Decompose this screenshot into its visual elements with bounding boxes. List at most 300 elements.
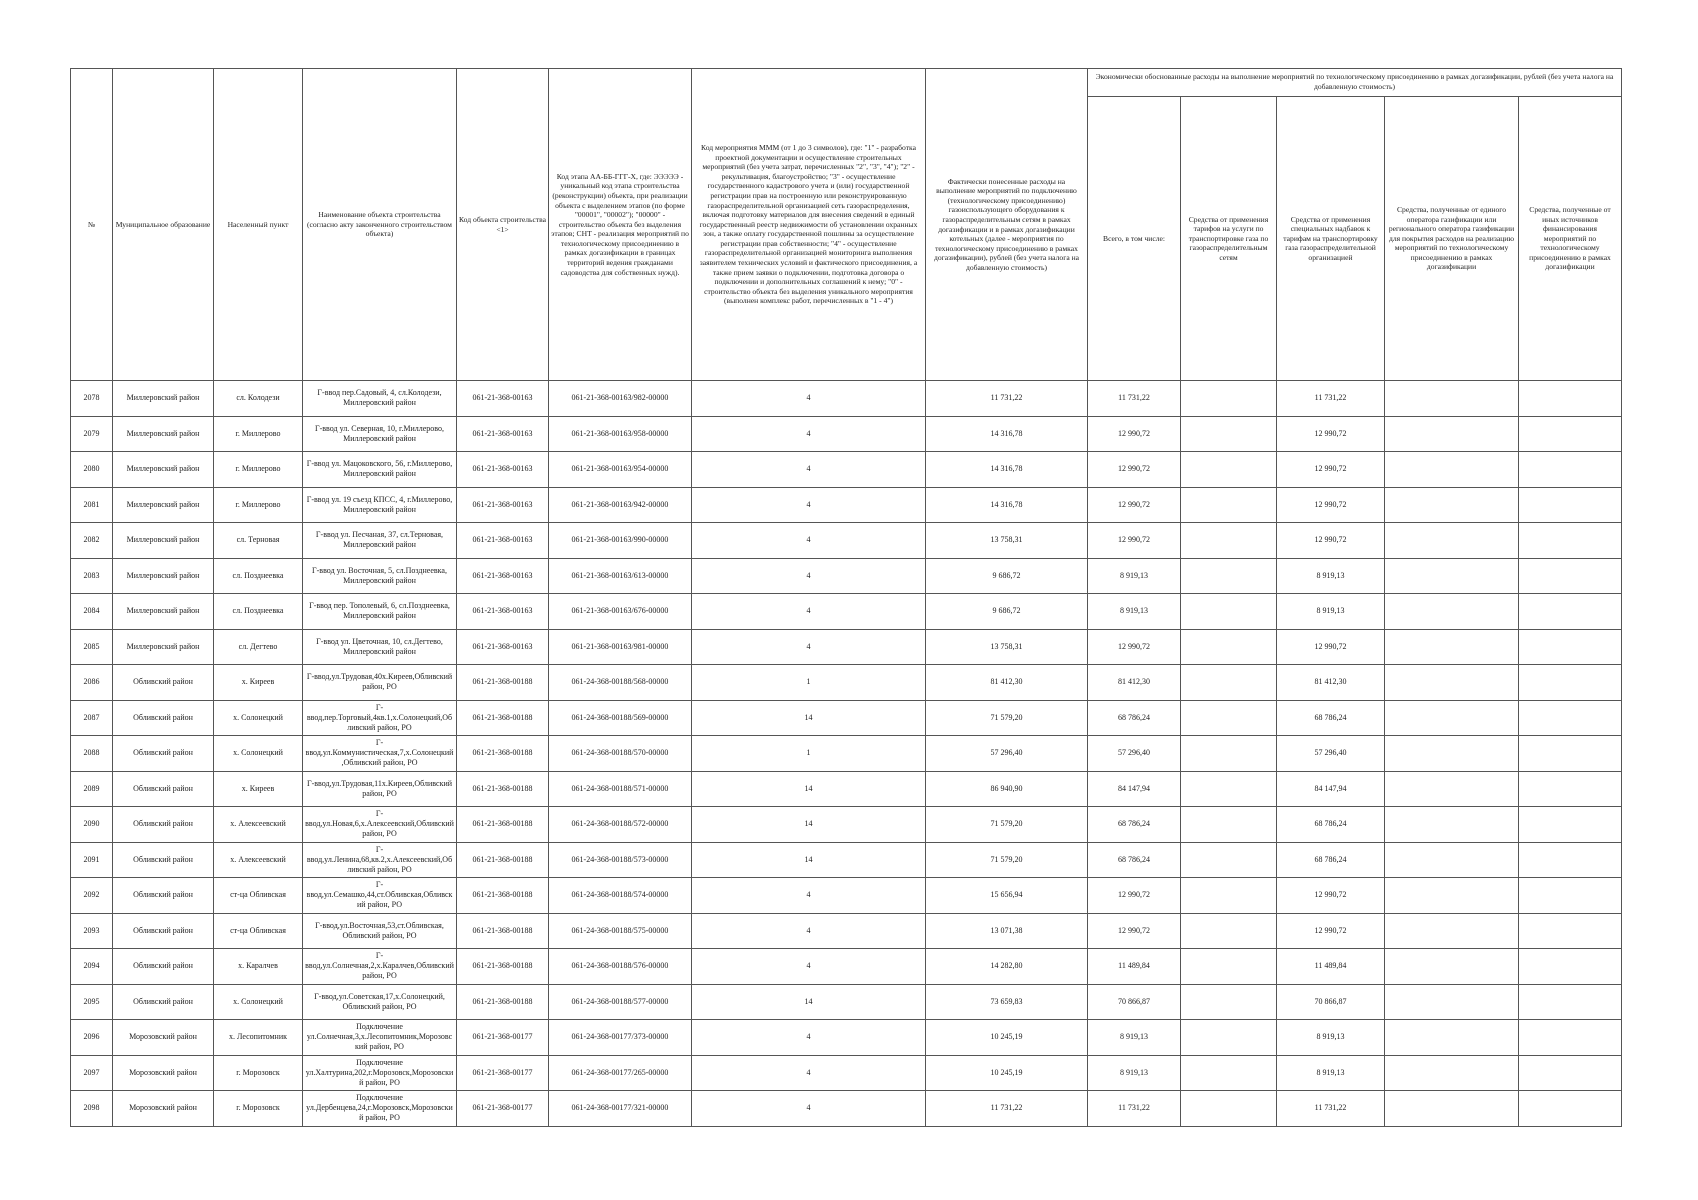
header-operator-funds: Средства, полученные от единого оператора газификации или регионального оператора газификации для покрытия расходов на реализацию мероприятий по технологическому присоединению в рамках догазификации xyxy=(1385,97,1519,381)
row-object-name-cell: Г-ввод,ул.Ленина,68,кв.2,х.Алексеевский,Обливский район, РО xyxy=(303,842,457,878)
row-actual-costs-cell: 10 245,19 xyxy=(926,1055,1088,1091)
row-object-name-cell: Подключение ул.Дербенцева,24,г.Морозовск,Морозовский район, РО xyxy=(303,1091,457,1127)
row-total-cell: 68 786,24 xyxy=(1088,842,1181,878)
row-locality-cell: сл. Терновая xyxy=(214,523,303,559)
row-object-name-cell: Г-ввод ул. Мацоковского, 56, г.Миллерово, Миллеровский район xyxy=(303,452,457,488)
row-special-surcharge-cell: 8 919,13 xyxy=(1277,558,1385,594)
row-num-cell: 2094 xyxy=(71,949,113,985)
row-actual-costs-cell: 9 686,72 xyxy=(926,594,1088,630)
row-object-name-cell: Г-ввод ул. Песчаная, 37, сл.Терновая, Миллеровский район xyxy=(303,523,457,559)
row-actual-costs-cell: 13 758,31 xyxy=(926,629,1088,665)
row-operator-funds-cell xyxy=(1385,700,1519,736)
row-operator-funds-cell xyxy=(1385,523,1519,559)
row-tariff-cell xyxy=(1181,416,1277,452)
row-operator-funds-cell xyxy=(1385,913,1519,949)
header-actual-costs: Фактически понесенные расходы на выполнение мероприятий по подключению (технологическому присоединению) газоиспользующего оборудования к газораспределительным сетям в рамках догазификации и в рамках догазификации котельных (далее - мероприятия по технологическому присоединению в рамках догазификации), рублей (без учета налога на добавленную стоимость) xyxy=(926,69,1088,381)
row-stage-code-cell: 061-24-368-00188/570-00000 xyxy=(549,736,692,772)
row-event-code-cell: 4 xyxy=(692,913,926,949)
row-object-name-cell: Г-ввод ул. Северная, 10, г.Миллерово, Миллеровский район xyxy=(303,416,457,452)
row-other-sources-cell xyxy=(1519,1020,1622,1056)
row-actual-costs-cell: 14 282,80 xyxy=(926,949,1088,985)
row-total-cell: 11 731,22 xyxy=(1088,381,1181,417)
table-row xyxy=(71,842,1622,878)
row-event-code-cell: 14 xyxy=(692,700,926,736)
row-stage-code-cell: 061-21-368-00163/676-00000 xyxy=(549,594,692,630)
row-object-name-cell: Г-ввод ул. 19 съезд КПСС, 4, г.Миллерово, Миллеровский район xyxy=(303,487,457,523)
row-municipality-cell: Обливский район xyxy=(113,700,214,736)
row-other-sources-cell xyxy=(1519,523,1622,559)
row-tariff-cell xyxy=(1181,842,1277,878)
table-row xyxy=(71,736,1622,772)
row-locality-cell: х. Солонецкий xyxy=(214,700,303,736)
row-total-cell: 12 990,72 xyxy=(1088,629,1181,665)
row-other-sources-cell xyxy=(1519,1055,1622,1091)
row-municipality-cell: Обливский район xyxy=(113,913,214,949)
row-operator-funds-cell xyxy=(1385,771,1519,807)
row-total-cell: 12 990,72 xyxy=(1088,878,1181,914)
row-locality-cell: х. Солонецкий xyxy=(214,984,303,1020)
row-actual-costs-cell: 14 316,78 xyxy=(926,452,1088,488)
table-row xyxy=(71,949,1622,985)
row-special-surcharge-cell: 12 990,72 xyxy=(1277,878,1385,914)
row-other-sources-cell xyxy=(1519,558,1622,594)
row-num-cell: 2091 xyxy=(71,842,113,878)
header-stage-code: Код этапа АА-ББ-ГГГ-Х, где: ЭЭЭЭЭ - уникальный код этапа строительства (реконструкции) объекта, при реализации объекта с выделением этапов (по форме "00001", "00002"); "00000" - строительство объекта без выделения этапов; СНТ - реализация мероприятий по технологическому присоединению в рамках догазификации в границах территорий ведения гражданами садоводства для собственных нужд). xyxy=(549,69,692,381)
table-row xyxy=(71,700,1622,736)
row-other-sources-cell xyxy=(1519,416,1622,452)
row-operator-funds-cell xyxy=(1385,594,1519,630)
row-tariff-cell xyxy=(1181,629,1277,665)
row-locality-cell: сл. Колодези xyxy=(214,381,303,417)
row-object-code-cell: 061-21-368-00188 xyxy=(457,771,549,807)
row-total-cell: 12 990,72 xyxy=(1088,452,1181,488)
row-operator-funds-cell xyxy=(1385,416,1519,452)
row-object-code-cell: 061-21-368-00188 xyxy=(457,736,549,772)
row-operator-funds-cell xyxy=(1385,1055,1519,1091)
row-object-name-cell: Подключение ул.Халтурина,202,г.Морозовск,Морозовский район, РО xyxy=(303,1055,457,1091)
row-special-surcharge-cell: 12 990,72 xyxy=(1277,416,1385,452)
row-municipality-cell: Миллеровский район xyxy=(113,381,214,417)
row-num-cell: 2080 xyxy=(71,452,113,488)
row-object-name-cell: Г-ввод,ул.Новая,6,х.Алексеевский,Обливский район, РО xyxy=(303,807,457,843)
row-stage-code-cell: 061-21-368-00163/958-00000 xyxy=(549,416,692,452)
row-actual-costs-cell: 15 656,94 xyxy=(926,878,1088,914)
row-event-code-cell: 4 xyxy=(692,523,926,559)
row-actual-costs-cell: 57 296,40 xyxy=(926,736,1088,772)
row-tariff-cell xyxy=(1181,984,1277,1020)
row-locality-cell: х. Солонецкий xyxy=(214,736,303,772)
row-object-code-cell: 061-21-368-00188 xyxy=(457,949,549,985)
row-other-sources-cell xyxy=(1519,736,1622,772)
row-locality-cell: г. Морозовск xyxy=(214,1055,303,1091)
row-actual-costs-cell: 71 579,20 xyxy=(926,700,1088,736)
row-municipality-cell: Обливский район xyxy=(113,665,214,701)
row-other-sources-cell xyxy=(1519,949,1622,985)
row-stage-code-cell: 061-21-368-00163/990-00000 xyxy=(549,523,692,559)
row-num-cell: 2078 xyxy=(71,381,113,417)
row-locality-cell: г. Миллерово xyxy=(214,487,303,523)
row-total-cell: 11 489,84 xyxy=(1088,949,1181,985)
row-total-cell: 12 990,72 xyxy=(1088,487,1181,523)
row-stage-code-cell: 061-24-368-00188/572-00000 xyxy=(549,807,692,843)
row-locality-cell: х. Лесопитомник xyxy=(214,1020,303,1056)
table-row xyxy=(71,558,1622,594)
row-municipality-cell: Миллеровский район xyxy=(113,487,214,523)
row-municipality-cell: Обливский район xyxy=(113,842,214,878)
row-num-cell: 2082 xyxy=(71,523,113,559)
row-operator-funds-cell xyxy=(1385,949,1519,985)
row-tariff-cell xyxy=(1181,1055,1277,1091)
row-special-surcharge-cell: 84 147,94 xyxy=(1277,771,1385,807)
row-total-cell: 57 296,40 xyxy=(1088,736,1181,772)
row-actual-costs-cell: 9 686,72 xyxy=(926,558,1088,594)
row-object-code-cell: 061-21-368-00163 xyxy=(457,629,549,665)
row-locality-cell: ст-ца Обливская xyxy=(214,878,303,914)
row-stage-code-cell: 061-24-368-00177/373-00000 xyxy=(549,1020,692,1056)
row-total-cell: 68 786,24 xyxy=(1088,807,1181,843)
table-row xyxy=(71,523,1622,559)
row-other-sources-cell xyxy=(1519,807,1622,843)
row-special-surcharge-cell: 8 919,13 xyxy=(1277,1020,1385,1056)
header-object-name: Наименование объекта строительства (согласно акту законченного строительством объекта) xyxy=(303,69,457,381)
table-row xyxy=(71,1020,1622,1056)
row-municipality-cell: Обливский район xyxy=(113,736,214,772)
row-event-code-cell: 4 xyxy=(692,416,926,452)
row-municipality-cell: Обливский район xyxy=(113,878,214,914)
row-locality-cell: х. Киреев xyxy=(214,665,303,701)
row-municipality-cell: Морозовский район xyxy=(113,1055,214,1091)
row-stage-code-cell: 061-24-368-00188/574-00000 xyxy=(549,878,692,914)
row-event-code-cell: 1 xyxy=(692,665,926,701)
row-special-surcharge-cell: 8 919,13 xyxy=(1277,594,1385,630)
row-object-code-cell: 061-21-368-00177 xyxy=(457,1055,549,1091)
row-stage-code-cell: 061-21-368-00163/954-00000 xyxy=(549,452,692,488)
row-actual-costs-cell: 81 412,30 xyxy=(926,665,1088,701)
table-row xyxy=(71,594,1622,630)
row-other-sources-cell xyxy=(1519,452,1622,488)
row-num-cell: 2088 xyxy=(71,736,113,772)
row-total-cell: 81 412,30 xyxy=(1088,665,1181,701)
row-object-code-cell: 061-21-368-00163 xyxy=(457,487,549,523)
row-tariff-cell xyxy=(1181,523,1277,559)
row-event-code-cell: 4 xyxy=(692,381,926,417)
row-object-name-cell: Г-ввод,ул.Семашко,44,ст.Обливская,Обливский район, РО xyxy=(303,878,457,914)
row-special-surcharge-cell: 12 990,72 xyxy=(1277,913,1385,949)
row-operator-funds-cell xyxy=(1385,984,1519,1020)
row-total-cell: 8 919,13 xyxy=(1088,594,1181,630)
row-special-surcharge-cell: 68 786,24 xyxy=(1277,807,1385,843)
row-stage-code-cell: 061-24-368-00188/576-00000 xyxy=(549,949,692,985)
row-special-surcharge-cell: 68 786,24 xyxy=(1277,842,1385,878)
row-num-cell: 2081 xyxy=(71,487,113,523)
row-event-code-cell: 14 xyxy=(692,984,926,1020)
row-actual-costs-cell: 10 245,19 xyxy=(926,1020,1088,1056)
row-object-name-cell: Г-ввод,ул.Коммунистическая,7,х.Солонецкий,Обливский район, РО xyxy=(303,736,457,772)
row-special-surcharge-cell: 12 990,72 xyxy=(1277,629,1385,665)
row-actual-costs-cell: 11 731,22 xyxy=(926,381,1088,417)
row-stage-code-cell: 061-24-368-00188/568-00000 xyxy=(549,665,692,701)
row-tariff-cell xyxy=(1181,558,1277,594)
row-municipality-cell: Обливский район xyxy=(113,771,214,807)
row-total-cell: 84 147,94 xyxy=(1088,771,1181,807)
row-tariff-cell xyxy=(1181,949,1277,985)
header-tariff-transport: Средства от применения тарифов на услуги по транспортировке газа по газораспределительным сетям xyxy=(1181,97,1277,381)
row-municipality-cell: Морозовский район xyxy=(113,1020,214,1056)
row-object-code-cell: 061-21-368-00188 xyxy=(457,842,549,878)
header-locality: Населенный пункт xyxy=(214,69,303,381)
row-num-cell: 2095 xyxy=(71,984,113,1020)
row-object-code-cell: 061-21-368-00177 xyxy=(457,1020,549,1056)
row-object-code-cell: 061-21-368-00163 xyxy=(457,452,549,488)
row-municipality-cell: Миллеровский район xyxy=(113,594,214,630)
row-num-cell: 2085 xyxy=(71,629,113,665)
row-special-surcharge-cell: 11 489,84 xyxy=(1277,949,1385,985)
row-object-name-cell: Г-ввод,ул.Восточная,53,ст.Обливская, Обливский район, РО xyxy=(303,913,457,949)
table-row xyxy=(71,416,1622,452)
row-actual-costs-cell: 86 940,90 xyxy=(926,771,1088,807)
row-other-sources-cell xyxy=(1519,984,1622,1020)
row-event-code-cell: 4 xyxy=(692,1091,926,1127)
row-other-sources-cell xyxy=(1519,771,1622,807)
row-stage-code-cell: 061-21-368-00163/981-00000 xyxy=(549,629,692,665)
row-object-name-cell: Г-ввод ул. Цветочная, 10, сл.Дегтево, Миллеровский район xyxy=(303,629,457,665)
row-operator-funds-cell xyxy=(1385,665,1519,701)
row-num-cell: 2097 xyxy=(71,1055,113,1091)
row-actual-costs-cell: 14 316,78 xyxy=(926,416,1088,452)
table-row xyxy=(71,878,1622,914)
table-row xyxy=(71,665,1622,701)
row-object-code-cell: 061-21-368-00163 xyxy=(457,416,549,452)
row-other-sources-cell xyxy=(1519,1091,1622,1127)
row-stage-code-cell: 061-21-368-00163/942-00000 xyxy=(549,487,692,523)
row-event-code-cell: 14 xyxy=(692,771,926,807)
table-row xyxy=(71,381,1622,417)
row-object-name-cell: Подключение ул.Солнечная,3,х.Лесопитомник,Морозовский район, РО xyxy=(303,1020,457,1056)
row-actual-costs-cell: 13 071,38 xyxy=(926,913,1088,949)
table-row xyxy=(71,487,1622,523)
row-tariff-cell xyxy=(1181,771,1277,807)
row-locality-cell: г. Миллерово xyxy=(214,416,303,452)
row-locality-cell: г. Морозовск xyxy=(214,1091,303,1127)
row-object-name-cell: Г-ввод ул. Восточная, 5, сл.Позднеевка, Миллеровский район xyxy=(303,558,457,594)
table-row xyxy=(71,807,1622,843)
row-special-surcharge-cell: 81 412,30 xyxy=(1277,665,1385,701)
row-actual-costs-cell: 71 579,20 xyxy=(926,807,1088,843)
header-event-code: Код мероприятия МММ (от 1 до 3 символов), где: "1" - разработка проектной документации и осуществление строительных мероприятий (без учета затрат, перечисленных "2", "3", "4"); "2" - рекультивация, благоустройство; "3" - осуществление государственного кадастрового учета и (или) государственной регистрации прав на построенную или реконструированную газораспределительной организацией сеть газораспределения, включая подготовку материалов для внесения сведений в единый государственный реестр недвижимости об установлении охранных зон, а также оплату государственной пошлины за осуществление регистрации прав собственности; "4" - осуществление газораспределительной организацией мониторинга выполнения заявителем технических условий и фактического присоединения, а также прием заявки о подключении, подготовка договора о подключении и дополнительных соглашений к нему; "0" - строительство объекта без выделения уникального мероприятия (выполнен комплекс работ, перечисленных в "1 - 4") xyxy=(692,69,926,381)
row-tariff-cell xyxy=(1181,1091,1277,1127)
row-tariff-cell xyxy=(1181,878,1277,914)
table-row xyxy=(71,629,1622,665)
row-operator-funds-cell xyxy=(1385,629,1519,665)
header-econ-group: Экономически обоснованные расходы на выполнение мероприятий по технологическому присоединению в рамках догазификации, рублей (без учета налога на добавленную стоимость) xyxy=(1088,69,1622,97)
row-municipality-cell: Миллеровский район xyxy=(113,629,214,665)
row-special-surcharge-cell: 12 990,72 xyxy=(1277,523,1385,559)
table-row xyxy=(71,771,1622,807)
row-event-code-cell: 4 xyxy=(692,949,926,985)
row-stage-code-cell: 061-21-368-00163/982-00000 xyxy=(549,381,692,417)
row-operator-funds-cell xyxy=(1385,1020,1519,1056)
row-event-code-cell: 4 xyxy=(692,594,926,630)
row-total-cell: 11 731,22 xyxy=(1088,1091,1181,1127)
row-event-code-cell: 4 xyxy=(692,558,926,594)
row-object-code-cell: 061-21-368-00188 xyxy=(457,913,549,949)
row-tariff-cell xyxy=(1181,381,1277,417)
row-total-cell: 70 866,87 xyxy=(1088,984,1181,1020)
row-special-surcharge-cell: 68 786,24 xyxy=(1277,700,1385,736)
row-event-code-cell: 4 xyxy=(692,452,926,488)
row-other-sources-cell xyxy=(1519,665,1622,701)
row-municipality-cell: Обливский район xyxy=(113,984,214,1020)
row-stage-code-cell: 061-24-368-00177/265-00000 xyxy=(549,1055,692,1091)
row-event-code-cell: 4 xyxy=(692,487,926,523)
row-special-surcharge-cell: 11 731,22 xyxy=(1277,381,1385,417)
row-operator-funds-cell xyxy=(1385,452,1519,488)
row-stage-code-cell: 061-24-368-00188/573-00000 xyxy=(549,842,692,878)
header-total: Всего, в том числе: xyxy=(1088,97,1181,381)
row-num-cell: 2093 xyxy=(71,913,113,949)
row-stage-code-cell: 061-24-368-00188/569-00000 xyxy=(549,700,692,736)
row-other-sources-cell xyxy=(1519,487,1622,523)
row-tariff-cell xyxy=(1181,807,1277,843)
row-event-code-cell: 4 xyxy=(692,1055,926,1091)
row-num-cell: 2092 xyxy=(71,878,113,914)
row-object-code-cell: 061-21-368-00163 xyxy=(457,381,549,417)
row-actual-costs-cell: 14 316,78 xyxy=(926,487,1088,523)
row-operator-funds-cell xyxy=(1385,487,1519,523)
header-object-code: Код объекта строительства <1> xyxy=(457,69,549,381)
row-total-cell: 68 786,24 xyxy=(1088,700,1181,736)
table-row xyxy=(71,1091,1622,1127)
row-other-sources-cell xyxy=(1519,913,1622,949)
row-object-code-cell: 061-21-368-00163 xyxy=(457,523,549,559)
row-other-sources-cell xyxy=(1519,700,1622,736)
row-object-code-cell: 061-21-368-00188 xyxy=(457,665,549,701)
row-stage-code-cell: 061-24-368-00188/577-00000 xyxy=(549,984,692,1020)
row-object-name-cell: Г-ввод пер.Садовый, 4, сл.Колодези, Миллеровский район xyxy=(303,381,457,417)
row-num-cell: 2084 xyxy=(71,594,113,630)
table-row xyxy=(71,984,1622,1020)
row-municipality-cell: Морозовский район xyxy=(113,1091,214,1127)
row-tariff-cell xyxy=(1181,1020,1277,1056)
row-object-code-cell: 061-21-368-00188 xyxy=(457,807,549,843)
row-operator-funds-cell xyxy=(1385,558,1519,594)
table-row xyxy=(71,452,1622,488)
row-tariff-cell xyxy=(1181,700,1277,736)
row-locality-cell: сл. Позднеевка xyxy=(214,594,303,630)
row-num-cell: 2086 xyxy=(71,665,113,701)
row-special-surcharge-cell: 11 731,22 xyxy=(1277,1091,1385,1127)
row-special-surcharge-cell: 70 866,87 xyxy=(1277,984,1385,1020)
header-municipality: Муниципальное образование xyxy=(113,69,214,381)
row-total-cell: 8 919,13 xyxy=(1088,558,1181,594)
row-operator-funds-cell xyxy=(1385,381,1519,417)
row-tariff-cell xyxy=(1181,913,1277,949)
row-stage-code-cell: 061-24-368-00188/575-00000 xyxy=(549,913,692,949)
row-total-cell: 8 919,13 xyxy=(1088,1055,1181,1091)
row-num-cell: 2087 xyxy=(71,700,113,736)
row-municipality-cell: Миллеровский район xyxy=(113,523,214,559)
row-special-surcharge-cell: 8 919,13 xyxy=(1277,1055,1385,1091)
row-actual-costs-cell: 13 758,31 xyxy=(926,523,1088,559)
row-actual-costs-cell: 11 731,22 xyxy=(926,1091,1088,1127)
row-object-code-cell: 061-21-368-00188 xyxy=(457,700,549,736)
row-object-code-cell: 061-21-368-00188 xyxy=(457,878,549,914)
header-num: № xyxy=(71,69,113,381)
costs-table xyxy=(70,68,1622,1127)
row-other-sources-cell xyxy=(1519,878,1622,914)
table-body xyxy=(71,381,1622,1127)
row-operator-funds-cell xyxy=(1385,736,1519,772)
row-operator-funds-cell xyxy=(1385,878,1519,914)
row-tariff-cell xyxy=(1181,594,1277,630)
row-special-surcharge-cell: 12 990,72 xyxy=(1277,452,1385,488)
row-object-code-cell: 061-21-368-00163 xyxy=(457,558,549,594)
row-operator-funds-cell xyxy=(1385,1091,1519,1127)
row-municipality-cell: Миллеровский район xyxy=(113,416,214,452)
row-locality-cell: х. Каралчев xyxy=(214,949,303,985)
row-tariff-cell xyxy=(1181,487,1277,523)
row-event-code-cell: 1 xyxy=(692,736,926,772)
row-locality-cell: х. Алексеевский xyxy=(214,807,303,843)
row-stage-code-cell: 061-21-368-00163/613-00000 xyxy=(549,558,692,594)
row-num-cell: 2079 xyxy=(71,416,113,452)
row-object-code-cell: 061-21-368-00188 xyxy=(457,984,549,1020)
row-operator-funds-cell xyxy=(1385,807,1519,843)
table-row xyxy=(71,1055,1622,1091)
row-event-code-cell: 4 xyxy=(692,629,926,665)
row-stage-code-cell: 061-24-368-00177/321-00000 xyxy=(549,1091,692,1127)
row-event-code-cell: 14 xyxy=(692,807,926,843)
row-num-cell: 2096 xyxy=(71,1020,113,1056)
row-other-sources-cell xyxy=(1519,842,1622,878)
row-municipality-cell: Обливский район xyxy=(113,949,214,985)
row-municipality-cell: Миллеровский район xyxy=(113,558,214,594)
row-locality-cell: сл. Дегтево xyxy=(214,629,303,665)
header-other-sources: Средства, полученные от иных источников финансирования мероприятий по технологическому присоединению в рамках догазификации xyxy=(1519,97,1622,381)
row-special-surcharge-cell: 57 296,40 xyxy=(1277,736,1385,772)
row-operator-funds-cell xyxy=(1385,842,1519,878)
row-other-sources-cell xyxy=(1519,594,1622,630)
row-stage-code-cell: 061-24-368-00188/571-00000 xyxy=(549,771,692,807)
row-other-sources-cell xyxy=(1519,381,1622,417)
row-object-name-cell: Г-ввод,пер.Торговый,4кв.1,х.Солонецкий,Обливский район, РО xyxy=(303,700,457,736)
row-tariff-cell xyxy=(1181,736,1277,772)
row-event-code-cell: 4 xyxy=(692,878,926,914)
row-locality-cell: х. Алексеевский xyxy=(214,842,303,878)
row-tariff-cell xyxy=(1181,665,1277,701)
row-actual-costs-cell: 73 659,83 xyxy=(926,984,1088,1020)
row-object-code-cell: 061-21-368-00163 xyxy=(457,594,549,630)
row-municipality-cell: Миллеровский район xyxy=(113,452,214,488)
table-row xyxy=(71,913,1622,949)
row-total-cell: 12 990,72 xyxy=(1088,416,1181,452)
row-actual-costs-cell: 71 579,20 xyxy=(926,842,1088,878)
row-locality-cell: х. Киреев xyxy=(214,771,303,807)
row-locality-cell: сл. Позднеевка xyxy=(214,558,303,594)
row-num-cell: 2089 xyxy=(71,771,113,807)
row-num-cell: 2090 xyxy=(71,807,113,843)
row-special-surcharge-cell: 12 990,72 xyxy=(1277,487,1385,523)
row-other-sources-cell xyxy=(1519,629,1622,665)
row-object-name-cell: Г-ввод,ул.Трудовая,11х.Киреев,Обливский район, РО xyxy=(303,771,457,807)
row-object-name-cell: Г-ввод пер. Тополевый, 6, сл.Позднеевка, Миллеровский район xyxy=(303,594,457,630)
row-num-cell: 2098 xyxy=(71,1091,113,1127)
row-municipality-cell: Обливский район xyxy=(113,807,214,843)
row-object-name-cell: Г-ввод,ул.Солнечная,2,х.Каралчев,Обливский район, РО xyxy=(303,949,457,985)
row-event-code-cell: 14 xyxy=(692,842,926,878)
row-total-cell: 12 990,72 xyxy=(1088,523,1181,559)
row-object-name-cell: Г-ввод,ул.Трудовая,40х.Киреев,Обливский район, РО xyxy=(303,665,457,701)
